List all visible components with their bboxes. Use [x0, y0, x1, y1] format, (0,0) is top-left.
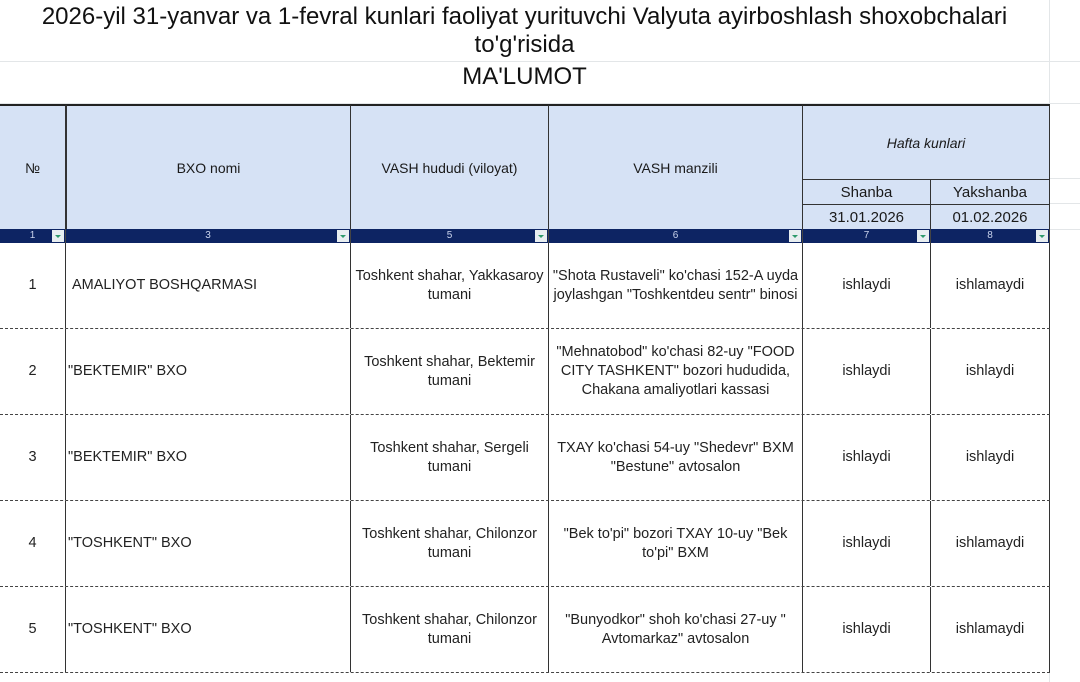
- cell-number[interactable]: 3: [0, 415, 66, 500]
- cell-number[interactable]: 2: [0, 329, 66, 414]
- cell-number[interactable]: 5: [0, 587, 66, 672]
- header-saturday: Shanba: [803, 179, 931, 204]
- header-region: VASH hududi (viloyat): [351, 104, 549, 229]
- cell-saturday-status[interactable]: ishlaydi: [803, 415, 931, 500]
- header-sunday: Yakshanba: [931, 179, 1050, 204]
- header-address: VASH manzili: [549, 104, 803, 229]
- title-line-2: to'g'risida: [474, 31, 575, 58]
- cell-number[interactable]: 1: [0, 243, 66, 328]
- table-row: [0, 329, 1050, 415]
- cell-saturday-status[interactable]: ishlaydi: [803, 587, 931, 672]
- header-number: №: [0, 104, 66, 229]
- table-row: [0, 501, 1050, 587]
- cell-address[interactable]: "Mehnatobod" ko'chasi 82-uy "FOOD CITY TASHKENT" bozori hududida, Chakana amaliyotlari kassasi: [549, 329, 803, 414]
- header-weekdays-group: Hafta kunlari: [803, 104, 1050, 179]
- cell-bxo-name[interactable]: "BEKTEMIR" BXO: [66, 415, 351, 500]
- filter-dropdown-icon[interactable]: [1036, 230, 1048, 242]
- cell-address[interactable]: "Bunyodkor" shoh ko'chasi 27-uy " Avtomarkaz" avtosalon: [549, 587, 803, 672]
- cell-region[interactable]: Toshkent shahar, Bektemir tumani: [351, 329, 549, 414]
- cell-bxo-name[interactable]: "TOSHKENT" BXO: [66, 501, 351, 586]
- header-saturday-date: 31.01.2026: [803, 204, 931, 229]
- table-row: [0, 243, 1050, 329]
- column-number: 6: [672, 230, 679, 241]
- filter-dropdown-icon[interactable]: [917, 230, 929, 242]
- cell-saturday-status[interactable]: ishlaydi: [803, 501, 931, 586]
- cell-bxo-name[interactable]: "BEKTEMIR" BXO: [66, 329, 351, 414]
- column-number: 7: [863, 230, 870, 241]
- column-number: 8: [987, 230, 993, 241]
- document-title: [0, 0, 1049, 62]
- column-number-band: [66, 229, 351, 243]
- filter-dropdown-icon[interactable]: [337, 230, 349, 242]
- cell-region[interactable]: Toshkent shahar, Chilonzor tumani: [351, 587, 549, 672]
- column-number-band: [0, 229, 66, 243]
- column-number-band: [351, 229, 549, 243]
- table-row: [0, 587, 1050, 673]
- document-subtitle: MA'LUMOT: [462, 63, 587, 90]
- column-number: 1: [29, 230, 36, 241]
- cell-sunday-status[interactable]: ishlamaydi: [931, 501, 1050, 586]
- column-number-band: [803, 229, 931, 243]
- cell-sunday-status[interactable]: ishlamaydi: [931, 243, 1050, 328]
- column-number-band: [549, 229, 803, 243]
- cell-bxo-name[interactable]: "TOSHKENT" BXO: [66, 587, 351, 672]
- cell-saturday-status[interactable]: ishlaydi: [803, 329, 931, 414]
- cell-address[interactable]: TXAY ko'chasi 54-uy "Shedevr" BXM "Bestune" avtosalon: [549, 415, 803, 500]
- filter-dropdown-icon[interactable]: [535, 230, 547, 242]
- filter-dropdown-icon[interactable]: [52, 230, 64, 242]
- cell-region[interactable]: Toshkent shahar, Chilonzor tumani: [351, 501, 549, 586]
- header-sunday-date: 01.02.2026: [931, 204, 1050, 229]
- cell-sunday-status[interactable]: ishlamaydi: [931, 587, 1050, 672]
- cell-sunday-status[interactable]: ishlaydi: [931, 329, 1050, 414]
- cell-region[interactable]: Toshkent shahar, Yakkasaroy tumani: [351, 243, 549, 328]
- cell-region[interactable]: Toshkent shahar, Sergeli tumani: [351, 415, 549, 500]
- cell-sunday-status[interactable]: ishlaydi: [931, 415, 1050, 500]
- column-number: 3: [205, 230, 211, 241]
- title-line-1: 2026-yil 31-yanvar va 1-fevral kunlari faoliyat yurituvchi Valyuta ayirboshlash shoxobchalari: [41, 3, 1008, 30]
- cell-bxo-name[interactable]: AMALIYOT BOSHQARMASI: [66, 243, 351, 328]
- table-row: [0, 415, 1050, 501]
- column-number: 5: [446, 230, 453, 241]
- filter-dropdown-icon[interactable]: [789, 230, 801, 242]
- column-number-band: [931, 229, 1050, 243]
- cell-address[interactable]: "Bek to'pi" bozori TXAY 10-uy "Bek to'pi" BXM: [549, 501, 803, 586]
- cell-saturday-status[interactable]: ishlaydi: [803, 243, 931, 328]
- cell-address[interactable]: "Shota Rustaveli" ko'chasi 152-A uyda joylashgan "Toshkentdeu sentr" binosi: [549, 243, 803, 328]
- cell-number[interactable]: 4: [0, 501, 66, 586]
- header-bxo-name: BXO nomi: [66, 104, 351, 229]
